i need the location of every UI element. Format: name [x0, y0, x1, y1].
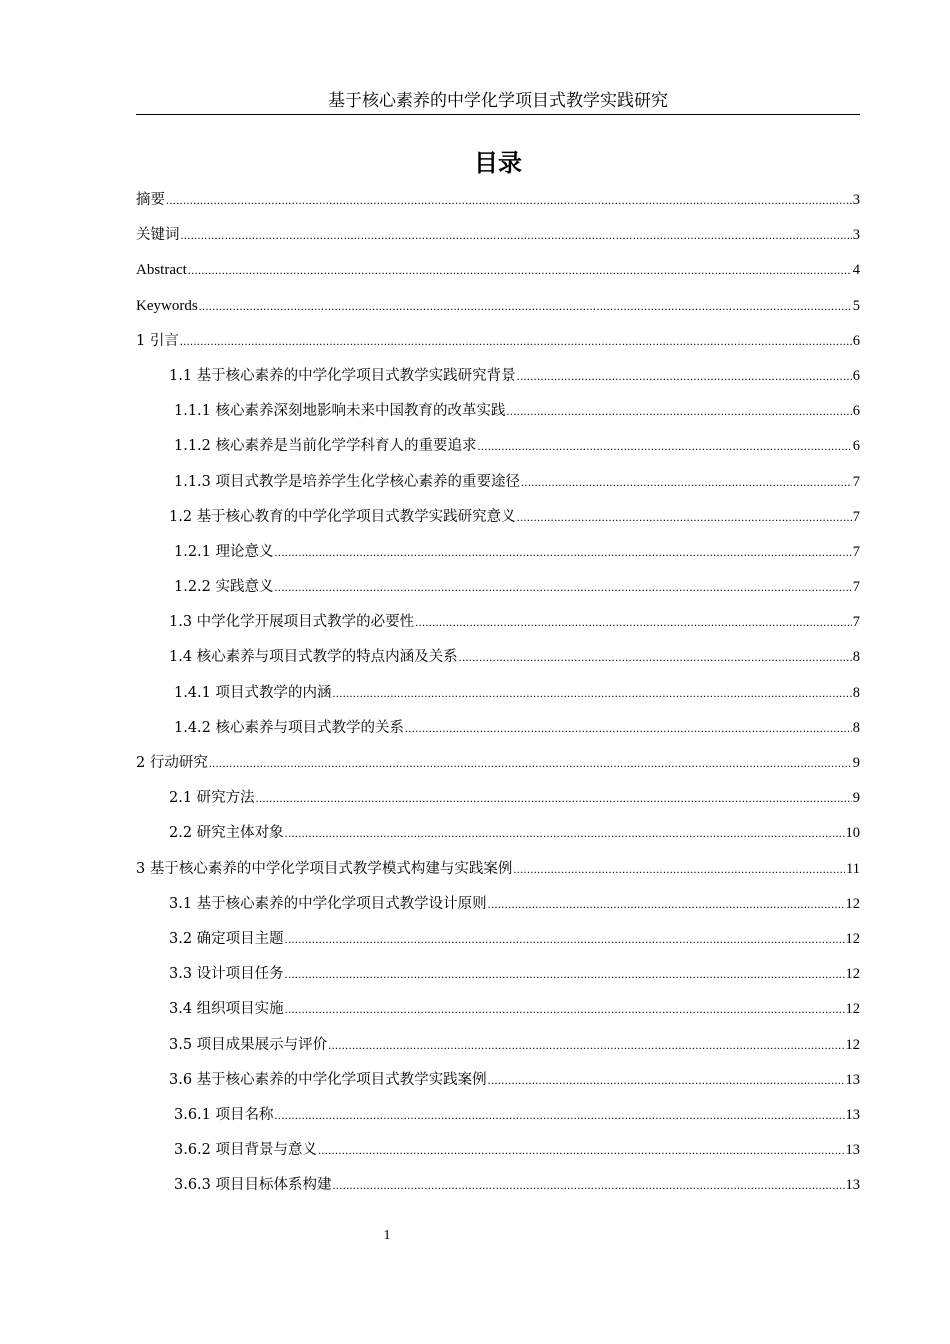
- page-number: 1: [383, 1228, 391, 1243]
- toc-dot-leader: [459, 640, 852, 675]
- toc-entry[interactable]: [136, 605, 860, 640]
- toc-entry-page-number: 7: [852, 614, 860, 631]
- toc-entry[interactable]: [136, 570, 860, 605]
- toc-entry[interactable]: [136, 429, 860, 464]
- toc-entry-page-number: 7: [852, 543, 860, 560]
- toc-entry[interactable]: [136, 500, 860, 535]
- toc-entry[interactable]: [136, 394, 860, 429]
- toc-entry-page-number: 3: [852, 192, 860, 208]
- toc-dot-leader: [285, 992, 845, 1027]
- toc-dot-leader: [166, 183, 852, 218]
- toc-entry-label: 3.5 项目成果展示与评价: [169, 1036, 328, 1053]
- toc-entry-page-number: 8: [852, 684, 860, 701]
- toc-dot-leader: [513, 852, 845, 887]
- toc-entry-page-number: 13: [845, 1071, 860, 1088]
- toc-entry-label: 1.1 基于核心素养的中学化学项目式教学实践研究背景: [169, 367, 516, 384]
- toc-dot-leader: [318, 1133, 844, 1168]
- toc-entry-page-number: 12: [845, 895, 860, 912]
- toc-entry-label: Keywords: [136, 297, 198, 314]
- toc-dot-leader: [275, 570, 852, 605]
- toc-entry-page-number: 8: [852, 649, 860, 666]
- toc-entry-page-number: 6: [852, 403, 860, 420]
- toc-entry[interactable]: [136, 711, 860, 746]
- toc-entry[interactable]: [136, 289, 860, 324]
- toc-dot-leader: [517, 359, 852, 394]
- toc-entry-label: 2.2 研究主体对象: [169, 825, 284, 842]
- toc-entry-label: 1.4.2 核心素养与项目式教学的关系: [174, 719, 405, 736]
- toc-entry-label: 3.1 基于核心素养的中学化学项目式教学设计原则: [169, 895, 487, 912]
- toc-dot-leader: [209, 746, 852, 781]
- toc-entry-page-number: 12: [845, 930, 860, 947]
- toc-entry[interactable]: [136, 957, 860, 992]
- toc-entry-label: 3 基于核心素养的中学化学项目式教学模式构建与实践案例: [136, 860, 513, 877]
- toc-entry-label: 3.6 基于核心素养的中学化学项目式教学实践案例: [169, 1071, 487, 1088]
- toc-entry[interactable]: [136, 183, 860, 218]
- toc-entry[interactable]: [136, 992, 860, 1027]
- toc-entry-label: 1.1.1 核心素养深刻地影响未来中国教育的改革实践: [174, 403, 506, 420]
- toc-entry[interactable]: [136, 852, 860, 887]
- toc-entry-label: 3.6.2 项目背景与意义: [174, 1142, 318, 1159]
- toc-entry-page-number: 7: [852, 579, 860, 596]
- toc-entry-label: 3.4 组织项目实施: [169, 1001, 284, 1018]
- toc-dot-leader: [285, 957, 845, 992]
- toc-dot-leader: [328, 1028, 844, 1063]
- toc-dot-leader: [180, 324, 852, 359]
- toc-dot-leader: [285, 816, 845, 851]
- toc-entry-page-number: 11: [846, 860, 860, 877]
- toc-dot-leader: [478, 429, 852, 464]
- toc-entry-label: 1.2.1 理论意义: [174, 543, 274, 560]
- toc-entry-page-number: 5: [852, 297, 860, 314]
- toc-entry-page-number: 12: [845, 1036, 860, 1053]
- toc-dot-leader: [256, 781, 852, 816]
- running-header: 基于核心素养的中学化学项目式教学实践研究: [136, 90, 860, 115]
- toc-entry[interactable]: [136, 1028, 860, 1063]
- toc-entry[interactable]: [136, 465, 860, 500]
- toc-dot-leader: [285, 922, 845, 957]
- toc-entry[interactable]: [136, 922, 860, 957]
- toc-entry-label: 1.2.2 实践意义: [174, 579, 274, 596]
- toc-entry-page-number: 9: [852, 755, 860, 771]
- toc-entry[interactable]: [136, 218, 860, 253]
- toc-dot-leader: [188, 253, 852, 288]
- toc-entry-page-number: 13: [845, 1142, 860, 1159]
- toc-entry-page-number: 7: [852, 508, 860, 525]
- toc-entry-page-number: 6: [852, 332, 860, 349]
- toc-entry-page-number: 13: [845, 1177, 860, 1194]
- toc-entry[interactable]: [136, 535, 860, 570]
- toc-entry[interactable]: [136, 253, 860, 288]
- toc-entry[interactable]: [136, 1168, 860, 1203]
- toc-entry-page-number: 3: [852, 227, 860, 244]
- toc-entry-label: 1.4 核心素养与项目式教学的特点内涵及关系: [169, 649, 458, 666]
- toc-entry[interactable]: [136, 816, 860, 851]
- toc-entry-page-number: 12: [845, 1001, 860, 1018]
- toc-dot-leader: [333, 676, 852, 711]
- toc-dot-leader: [517, 500, 852, 535]
- toc-entry-page-number: 12: [845, 966, 860, 983]
- toc-dot-leader: [199, 289, 852, 324]
- toc-entry-label: 2 行动研究: [136, 755, 208, 771]
- toc-dot-leader: [488, 887, 845, 922]
- toc-entry-label: 关键词: [136, 227, 180, 244]
- toc-entry-page-number: 10: [845, 825, 860, 842]
- toc-entry[interactable]: [136, 676, 860, 711]
- toc-entry-page-number: 13: [845, 1106, 860, 1123]
- toc-dot-leader: [181, 218, 852, 253]
- toc-entry[interactable]: [136, 1133, 860, 1168]
- toc-entry-label: 2.1 研究方法: [169, 790, 255, 807]
- toc-dot-leader: [275, 1098, 845, 1133]
- toc-entry-label: 3.6.3 项目目标体系构建: [174, 1177, 332, 1194]
- toc-entry-label: 1.1.3 项目式教学是培养学生化学核心素养的重要途径: [174, 473, 521, 490]
- toc-dot-leader: [415, 605, 852, 640]
- toc-entry-page-number: 6: [852, 367, 860, 384]
- toc-dot-leader: [275, 535, 852, 570]
- toc-entry[interactable]: [136, 781, 860, 816]
- toc-entry-label: 3.3 设计项目任务: [169, 966, 284, 983]
- toc-entry-label: 1.2 基于核心教育的中学化学项目式教学实践研究意义: [169, 508, 516, 525]
- toc-entry-label: 摘要: [136, 192, 165, 208]
- toc-entry[interactable]: [136, 887, 860, 922]
- toc-title: 目录: [474, 149, 522, 177]
- toc-entry-page-number: 6: [852, 438, 860, 455]
- toc-entry-label: 1 引言: [136, 332, 179, 349]
- toc-entry[interactable]: [136, 324, 860, 359]
- toc-entry-label: 1.4.1 项目式教学的内涵: [174, 684, 332, 701]
- toc-entry-label: 1.1.2 核心素养是当前化学学科育人的重要追求: [174, 438, 477, 455]
- toc-entry-label: 3.6.1 项目名称: [174, 1106, 274, 1123]
- toc-dot-leader: [333, 1168, 845, 1203]
- toc-entry[interactable]: [136, 359, 860, 394]
- table-of-contents: [136, 183, 860, 1203]
- toc-entry-page-number: 8: [852, 719, 860, 736]
- toc-entry[interactable]: [136, 640, 860, 675]
- toc-entry[interactable]: [136, 1063, 860, 1098]
- toc-dot-leader: [521, 465, 852, 500]
- toc-entry-label: 3.2 确定项目主题: [169, 930, 284, 947]
- toc-entry-label: 1.3 中学化学开展项目式教学的必要性: [169, 614, 415, 631]
- toc-entry[interactable]: [136, 1098, 860, 1133]
- toc-entry-label: Abstract: [136, 262, 187, 279]
- toc-entry-page-number: 4: [852, 262, 860, 279]
- toc-entry-page-number: 7: [852, 473, 860, 490]
- toc-entry-page-number: 9: [852, 790, 860, 807]
- toc-dot-leader: [405, 711, 852, 746]
- toc-dot-leader: [507, 394, 852, 429]
- toc-dot-leader: [488, 1063, 845, 1098]
- toc-entry[interactable]: [136, 746, 860, 781]
